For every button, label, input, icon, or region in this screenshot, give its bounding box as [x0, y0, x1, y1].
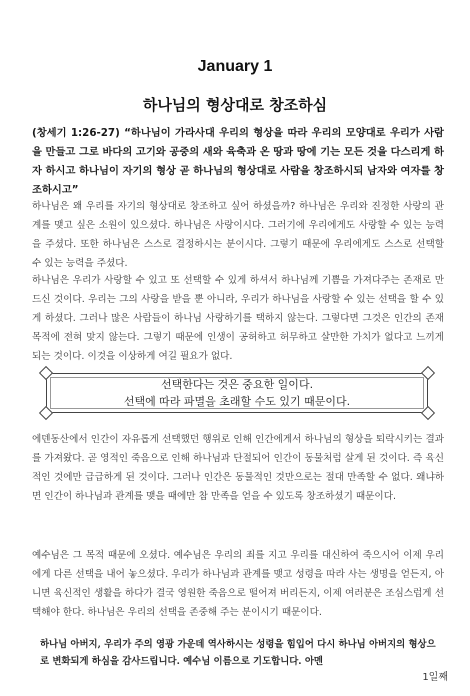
- page-number: 1일째: [422, 672, 448, 683]
- closing-prayer: 하나님 아버지, 우리가 주의 영광 가운데 역사하시는 성령을 힘입어 다시 하나님 아버지의 형상으로 변화되게 하심을 감사드립니다. 예수님 이름으로 기도합니다. 아멘: [40, 639, 436, 667]
- page-title: 하나님의 형상대로 창조하심: [142, 96, 328, 114]
- body-paragraph-2: 하나님은 우리가 사랑할 수 있고 또 선택할 수 있게 하셔서 하나님께 기쁨을 가져다주는 존재로 만드신 것이다. 우리는 그의 사랑을 받을 뿐 아니라, 우리가 하나님을 사랑할 수 있는 선택을 할 수 있게 하셨다. 그러나 많은 사람들이 하나님 사랑하기를 택하지 않는다. 그렇다면 그것은 인간의 존재 목적에 전혀 맞지 않는다. 그렇기 때문에 인생이 공허하고 허무하고 살만한 가치가 없다고 느끼게 되는 것이다. 이것을 이상하게 여길 필요가 없다.: [32, 275, 444, 362]
- body-paragraph-3: 에덴동산에서 인간이 자유롭게 선택했던 행위로 인해 인간에게서 하나님의 형상을 퇴락시키는 결과를 가져왔다. 곧 영적인 죽음으로 인해 하나님과 단절되어 인간이 동물처럼 살게 된 것이다. 즉 육신적인 것에만 급급하게 된 것이다. 그러나 인간은 동물적인 것만으로는 절대 만족할 수 없다. 왜냐하면 인간이 하나님과 관계를 맺을 때에만 참 만족을 얻을 수 있도록 창조하셨기 때문이다.: [32, 434, 444, 502]
- body-paragraph-4: 예수님은 그 목적 때문에 오셨다. 예수님은 우리의 죄를 지고 우리를 대신하여 죽으시어 이제 우리에게 다른 선택을 내어 놓으셨다. 우리가 하나님과 관계를 맺고 성령을 따라 사는 생명을 얻든지, 아니면 육신적인 생활을 하다가 결국 영원한 죽음으로 떨어져 버리든지, 이제 여러분은 조심스럽게 선택해야 한다. 하나님은 우리의 선택을 존중해 주는 분이시기 때문이다.: [32, 550, 444, 618]
- quote-box: [46, 373, 428, 413]
- date-heading: January 1: [197, 58, 273, 75]
- quote-line-2: 선택에 따라 파멸을 초래할 수도 있기 때문이다.: [123, 395, 351, 408]
- body-paragraph-1: 하나님은 왜 우리를 자기의 형상대로 창조하고 싶어 하셨을까? 하나님은 우리와 진정한 사랑의 관계를 맺고 싶은 소원이 있으셨다. 하나님은 사랑이시다. 그러기에 우리에게도 사랑할 수 있는 능력을 주셨다. 또한 하나님은 스스로 결정하시는 분이시다. 그렇기 때문에 우리에게도 스스로 선택할 수 있는 능력을 주셨다.: [32, 201, 444, 269]
- scripture-verse: (창세기 1:26-27) “하나님이 가라사대 우리의 형상을 따라 우리의 모양대로 우리가 사람을 만들고 그로 바다의 고기와 공중의 새와 육축과 온 땅과 땅에 기는 모든 것을 다스리게 하자 하시고 하나님이 자기의 형상 곧 하나님의 형상대로 사람을 창조하시되 남자와 여자를 창조하시고”: [32, 127, 444, 196]
- quote-line-1: 선택한다는 것은 중요한 일이다.: [160, 378, 314, 391]
